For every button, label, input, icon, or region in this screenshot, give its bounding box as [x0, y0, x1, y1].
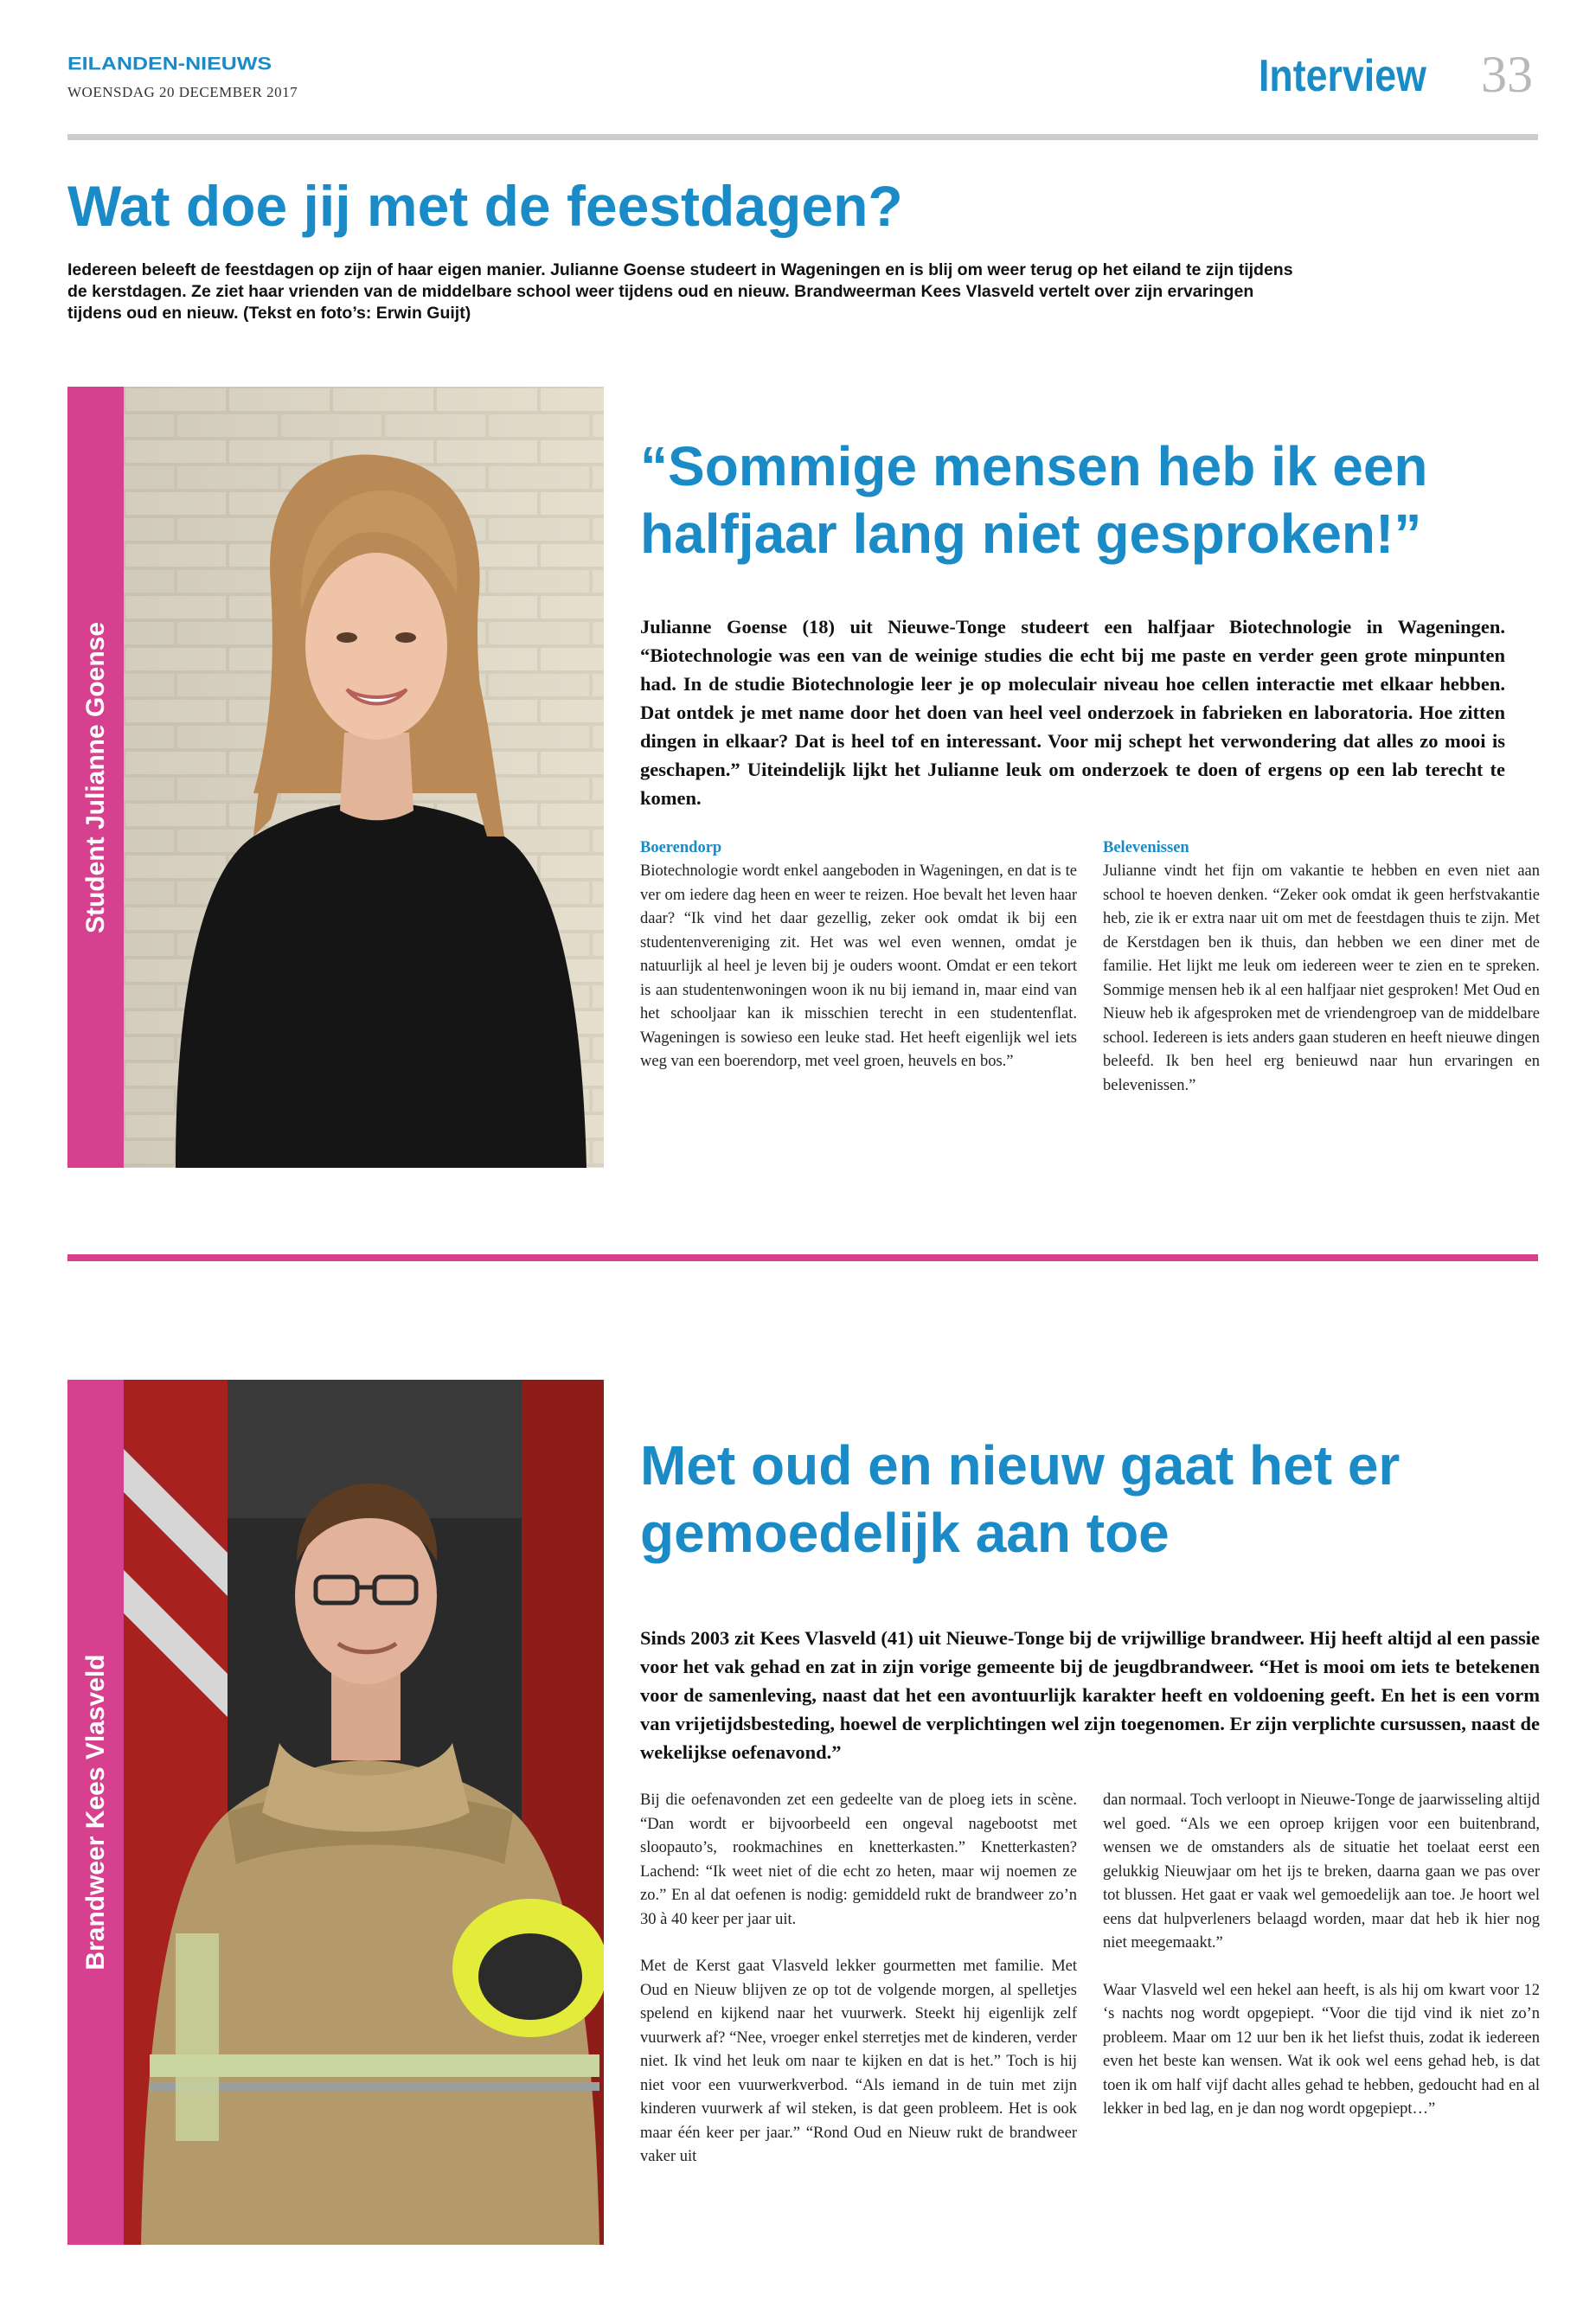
- photo-julianne: [124, 387, 604, 1168]
- body-kees-right-p2: Waar Vlasveld wel een hekel aan heeft, is als hij om kwart voor 12 ‘s nachts nog wordt opgepiept. “Voor die tijd vind ik niet zo’n probleem. Maar om 12 uur ben ik het liefst thuis, zodat ik iedereen even het beste kan wensen. Wat ik ook wel eens gehad heb, is dat toen ik om half vijf dacht alles gehad te hebben, gedoucht had en al lekker in bed lag, en je dan nog wordt opgepiept…”: [1103, 1981, 1540, 2118]
- quote-kees: Met oud en nieuw gaat het er gemoedelijk aan toe: [640, 1434, 1401, 1564]
- portrait-julianne-image: [124, 387, 604, 1168]
- article-intro: Iedereen beleeft de feestdagen op zijn of haar eigen manier. Julianne Goense studeert in Wageningen en is blij om weer terug op het eiland te zijn tijdens de kerstdagen. Ze ziet haar vrienden van de middelbare school weer tijdens oud en nieuw. Brandweerman Kees Vlasveld vertelt over zijn ervaringen tijdens oud en nieuw. (Tekst en foto’s: Erwin Guijt): [67, 260, 1293, 323]
- article-headline: Wat doe jij met de feestdagen?: [67, 174, 903, 238]
- column-kees-left: [640, 1789, 1077, 2193]
- side-label-julianne: [67, 387, 124, 1168]
- quote-julianne: “Sommige mensen heb ik een halfjaar lang niet gesproken!”: [640, 435, 1428, 565]
- issue-date: WOENSDAG 20 DECEMBER 2017: [67, 84, 298, 100]
- subheading-boerendorp: Boerendorp: [640, 839, 722, 856]
- body-kees-left-p2: Met de Kerst gaat Vlasveld lekker gourmetten met familie. Met Oud en Nieuw blijven ze op tot de volgende morgen, al spelletjes spelend en kijkend naar het vuurwerk. Steekt hij eigenlijk zelf vuurwerk af? “Nee, vroeger enkel sterretjes met de kinderen, verder niet. Ik vind het leuk om naar te kijken en dat is het.” Toch is hij niet voor een vuurwerkverbod. “Als iemand in de tuin met zijn kinderen vuurwerk af wil steken, is dat geen probleem. Het is ook maar één keer per jaar.” “Rond Oud en Nieuw rukt de brandweer vaker uit: [640, 1958, 1077, 2165]
- photo-kees: [124, 1380, 604, 2245]
- masthead-logo: EILANDEN-NIEUWS: [67, 54, 272, 74]
- page-number: 33: [1481, 46, 1533, 103]
- side-label-text: Student Julianne Goense: [80, 621, 110, 933]
- lead-kees: Sinds 2003 zit Kees Vlasveld (41) uit Nieuwe-Tonge bij de vrijwillige brandweer. Hij heeft altijd al een passie voor het vak gehad en zat in zijn vorige gemeente bij de jeugdbrandweer. “Het is mooi om iets te betekenen voor de samenleving, naast dat het een avontuurlijk karakter heeft en voldoening geeft. En het is een vorm van vrijetijdsbesteding, hoewel de verplichtingen wel zijn toegenomen. Er zijn verplichte cursussen, naast de wekelijkse oefenavond.”: [640, 1627, 1540, 1763]
- header-divider: [67, 134, 1538, 140]
- body-kees-left-p1: Bij die oefenavonden zet een gedeelte van de ploeg iets in scène. “Dan wordt er bijvoorbeeld een ongeval nagebootst met sloopauto’s, rookmachines en knetterkasten.” Knetterkasten? Lachend: “Ik weet niet of die echt zo heten, maar wij noemen ze zo.” En al dat oefenen is nodig: gemiddeld rukt de brandweer zo’n 30 à 40 keer per jaar uit.: [640, 1791, 1077, 1928]
- side-label-text: Brandweer Kees Vlasveld: [80, 1654, 110, 1971]
- body-kees-right-p1: dan normaal. Toch verloopt in Nieuwe-Tonge de jaarwisseling altijd wel goed. “Als we een oproep krijgen voor een buitenbrand, wensen we de omstanders als de situatie het toelaat eerst een gelukkig Nieuwjaar om het ijs te breken, daarna gaan we pas over tot blussen. Het gaat er vaak wel gemoedelijk aan toe. Je hoort wel eens dat hulpverleners belaagd worden, maar dat heb ik hier nog niet meegemaakt.”: [1103, 1791, 1540, 1952]
- body-belevenissen: Julianne vindt het fijn om vakantie te hebben en even niet aan school te hoeven denken. “Zeker ook omdat ik geen herfstvakantie heb, zie ik er extra naar uit om met de feestdagen thuis te zijn. Met de Kerstdagen ben ik thuis, dan hebben we een diner met de familie. Het lijkt me leuk om iedereen weer te zien en te spreken. Sommige mensen heb ik al een halfjaar niet gesproken! Met Oud en Nieuw heb ik afgesproken met de vriendengroep van de middelbare school. Iedereen is iets anders gaan studeren en heeft nieuwe dingen beleefd. Ik ben heel erg benieuwd naar hun ervaringen en belevenissen.”: [1103, 862, 1540, 1094]
- column-belevenissen: [1103, 837, 1540, 1121]
- side-label-kees: [67, 1380, 124, 2245]
- section-title: Interview: [1259, 51, 1426, 101]
- lead-julianne: Julianne Goense (18) uit Nieuwe-Tonge studeert een halfjaar Biotechnologie in Wageningen. “Biotechnologie was een van de weinige studies die echt bij me paste en verder geen grote minpunten had. In de studie Biotechnologie leer je op moleculair niveau hoe cellen interactie met elkaar hebben. Dat ontdek je met name door het doen van heel veel onderzoek in fabrieken en laboratoria. Hoe zitten dingen in elkaar? Dat is heel tof en interessant. Voor mij schept het verwondering dat alles zo mooi is geschapen.” Uiteindelijk lijkt het Julianne leuk om onderzoek te doen of ergens op een lab terecht te komen.: [640, 616, 1505, 809]
- section-divider: [67, 1254, 1538, 1261]
- portrait-kees-image: [124, 1380, 604, 2245]
- body-boerendorp: Biotechnologie wordt enkel aangeboden in Wageningen, en dat is te ver om iedere dag heen en weer te reizen. Hoe bevalt het leven haar daar? “Ik vind het daar gezellig, zeker ook omdat ik bij een studentenvereniging zit. Het was wel even wennen, omdat je natuurlijk al heel je leven bij je ouders woont. Omdat er een tekort is aan studentenwoningen woon ik nu bij iemand in, maar eind van het schooljaar kan ik misschien terecht in een studentenflat. Wageningen is sowieso een leuke stad. Het heeft eigenlijk wel iets weg van een boerendorp, met veel groen, heuvels en bos.”: [640, 862, 1077, 1070]
- column-boerendorp: [640, 837, 1077, 1098]
- column-kees-right: [1103, 1789, 1540, 2145]
- subheading-belevenissen: Belevenissen: [1103, 839, 1189, 856]
